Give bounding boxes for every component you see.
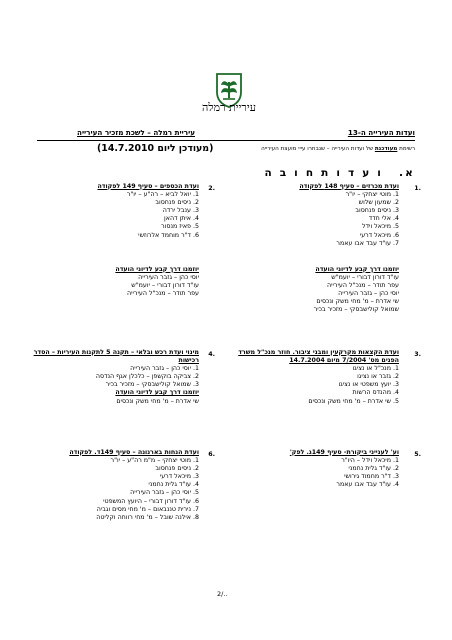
member-list (234, 365, 399, 405)
member-item: 7. נירית טננבאום – מ' מחי מסים וגביה (96, 505, 199, 513)
member-item: 2. ניסים פנחסוב (155, 465, 199, 473)
member-item: 4. עו"ד עבד אבו עאמר (336, 481, 399, 489)
committee-block (229, 183, 399, 314)
note-prefix: רשימת (397, 146, 415, 152)
member-list (29, 191, 199, 240)
member-item: 5. יוסי כהן – גזבר העירייה (130, 489, 199, 497)
member-item: 3. מיכאל דרעי (159, 473, 199, 481)
invitees-list (229, 274, 399, 314)
committee-number: 3. (414, 351, 421, 358)
member-item: 4. עו"ד גלית נחמני (148, 481, 199, 489)
invitee-item: שמואל קולישבסקי – מזכיר בכיר (313, 306, 399, 314)
member-item: 3. ד"ר מחמוד גירושי (344, 473, 399, 481)
invitee-item: עפר תודר – מנכ"ל העירייה (127, 289, 199, 297)
member-item: 2. עו"ד גלית נחמני (348, 465, 399, 473)
section-letter: א. (398, 167, 415, 179)
invitee-item: שי אדרת – מ' מחי משק ונכסים (316, 298, 399, 306)
member-item: 1. מיכאל וידל – היו"ר (341, 457, 399, 465)
header-right: ועדות העירייה ה-13 (347, 128, 415, 137)
committee-block (229, 449, 399, 489)
member-item: 1. מנכ"ל או נציגו (352, 365, 399, 373)
committee-title: ועדת מכרזים – סעיף 148 לפקודה (299, 183, 399, 190)
member-item: 1. יואל לביא – רה"ע – יו"ר (126, 191, 199, 199)
logo-text: עיריית רמלה (202, 101, 256, 114)
note-rest: של ועדות העירייה – שנבחרו עייי מועצת העירייה (261, 146, 375, 152)
member-item: 8. אילנה שובל – מ' מחי רווחה וקליטה (96, 513, 199, 521)
committee-number: 2. (208, 185, 215, 192)
member-item: 5. שי אדרת – מ' מחי משק ונכסים (308, 397, 399, 405)
invitees-list (29, 274, 199, 298)
committee-title: מינוי ועדת רכש ובלאי – תקנה 5 לתקנות העיריות – הסדר רכישות (33, 349, 199, 365)
member-item: 5. פאיז מנסור (161, 223, 199, 231)
member-item: 7. עו"ד עבד אבו עאמר (336, 239, 399, 247)
committee-number: 4. (208, 351, 215, 358)
member-item: 1. יוסי כהן – גזבר העירייה (130, 365, 199, 373)
committee-title: ועדת הכספים – סעיף 149 לפקודה (97, 183, 199, 190)
section-header (264, 167, 415, 179)
committee-title: וע' לענייני ביקורת- סעיף 149ג. לפק' (289, 449, 399, 456)
member-item: 2. גזבר או נציגו (357, 373, 399, 381)
note (261, 146, 415, 152)
member-item: 6. עו"ד דורון דבורי – היועץ המשפטי (103, 497, 199, 505)
invitees-title: יוזמנו דרך קבע לדיוני הועדה (315, 265, 399, 273)
committee-title: ועדת הנחות בארנונה – סעיף 149ד. לפקודה (69, 449, 199, 456)
committee-block (29, 183, 199, 298)
member-item: 3. שמואל קולישבסקי – מזכיר בכיר (105, 381, 199, 389)
invitee-item: יוסי כהן – גזבר העירייה (338, 290, 399, 298)
invitees-title: יוזמנו דרך קבע לדיוני הועדה (115, 265, 199, 273)
committee-block (29, 349, 199, 406)
member-item: 4. אלי חדד (368, 215, 399, 223)
section-title: ו ע ד ו ת ח ו ב ה (264, 167, 384, 179)
member-item: 1. מוטי יצחקי – מ"מ רה"ע – יו"ר (110, 457, 199, 465)
invitees-list (29, 398, 199, 406)
member-item: 3. ניסים פנחסוב (355, 207, 399, 215)
header-divider (37, 140, 415, 141)
member-list (29, 457, 199, 522)
header-left: עיריית רמלה – לשכת מזכיר העירייה (77, 128, 196, 137)
member-item: 3. יועץ משפטי או נציגו (338, 381, 399, 389)
member-item: 3. ענבל ירדה (162, 207, 199, 215)
committee-number: 6. (208, 451, 215, 458)
invitees-title: יוזמנו דרך קבע לדיוני הועדה (115, 389, 199, 397)
committee-number: 1. (414, 185, 421, 192)
member-item: 4. איתן דהאן (164, 215, 199, 223)
member-list (29, 365, 199, 389)
member-item: 2. צביקה בוקשפן – כלכלן אגף הנדסה (95, 373, 199, 381)
page-number: 2/.. (217, 590, 228, 598)
note-highlight: מעודכנת (374, 146, 398, 152)
member-item: 4. מהנדס הרשות (352, 389, 399, 397)
committee-title: ועדת הקצאות מקרקעין ומבני ציבור. חוזר מנכ"ל משרד הפנים מס' 7/2004 מיום 14.7.2004 (238, 349, 399, 365)
invitee-item: עו"ד דורון דבורי – יועמ"ש (331, 273, 399, 281)
member-item: 2. ניסים פנחסוב (155, 199, 199, 207)
member-item: 1. מוטי יצחקי – יו"ר (345, 191, 399, 199)
member-item: 2. שמעון שלוש (358, 199, 399, 207)
committee-block (29, 449, 199, 522)
committee-number: 5. (414, 451, 421, 458)
member-list (229, 191, 399, 248)
member-list (229, 457, 399, 489)
invitee-item: שי אדרת – מ' מחי משק ונכסים (116, 397, 199, 405)
invitee-item: עפר תודר – מנכ"ל העירייה (327, 281, 399, 289)
main-title: (מעודכן ליום 14.7.2010) (97, 143, 214, 154)
invitee-item: יוסי כהן – גזבר העירייה (138, 273, 199, 281)
invitee-item: עו"ד דורון דבורי – יועמ"ש (131, 281, 199, 289)
member-item: 6. מיכאל דרעי (359, 231, 399, 239)
committee-block (234, 349, 399, 406)
member-item: 6. ד"ר מוחמד אלרוזשי (138, 231, 199, 239)
member-item: 5. מיכאל וידל (362, 223, 399, 231)
